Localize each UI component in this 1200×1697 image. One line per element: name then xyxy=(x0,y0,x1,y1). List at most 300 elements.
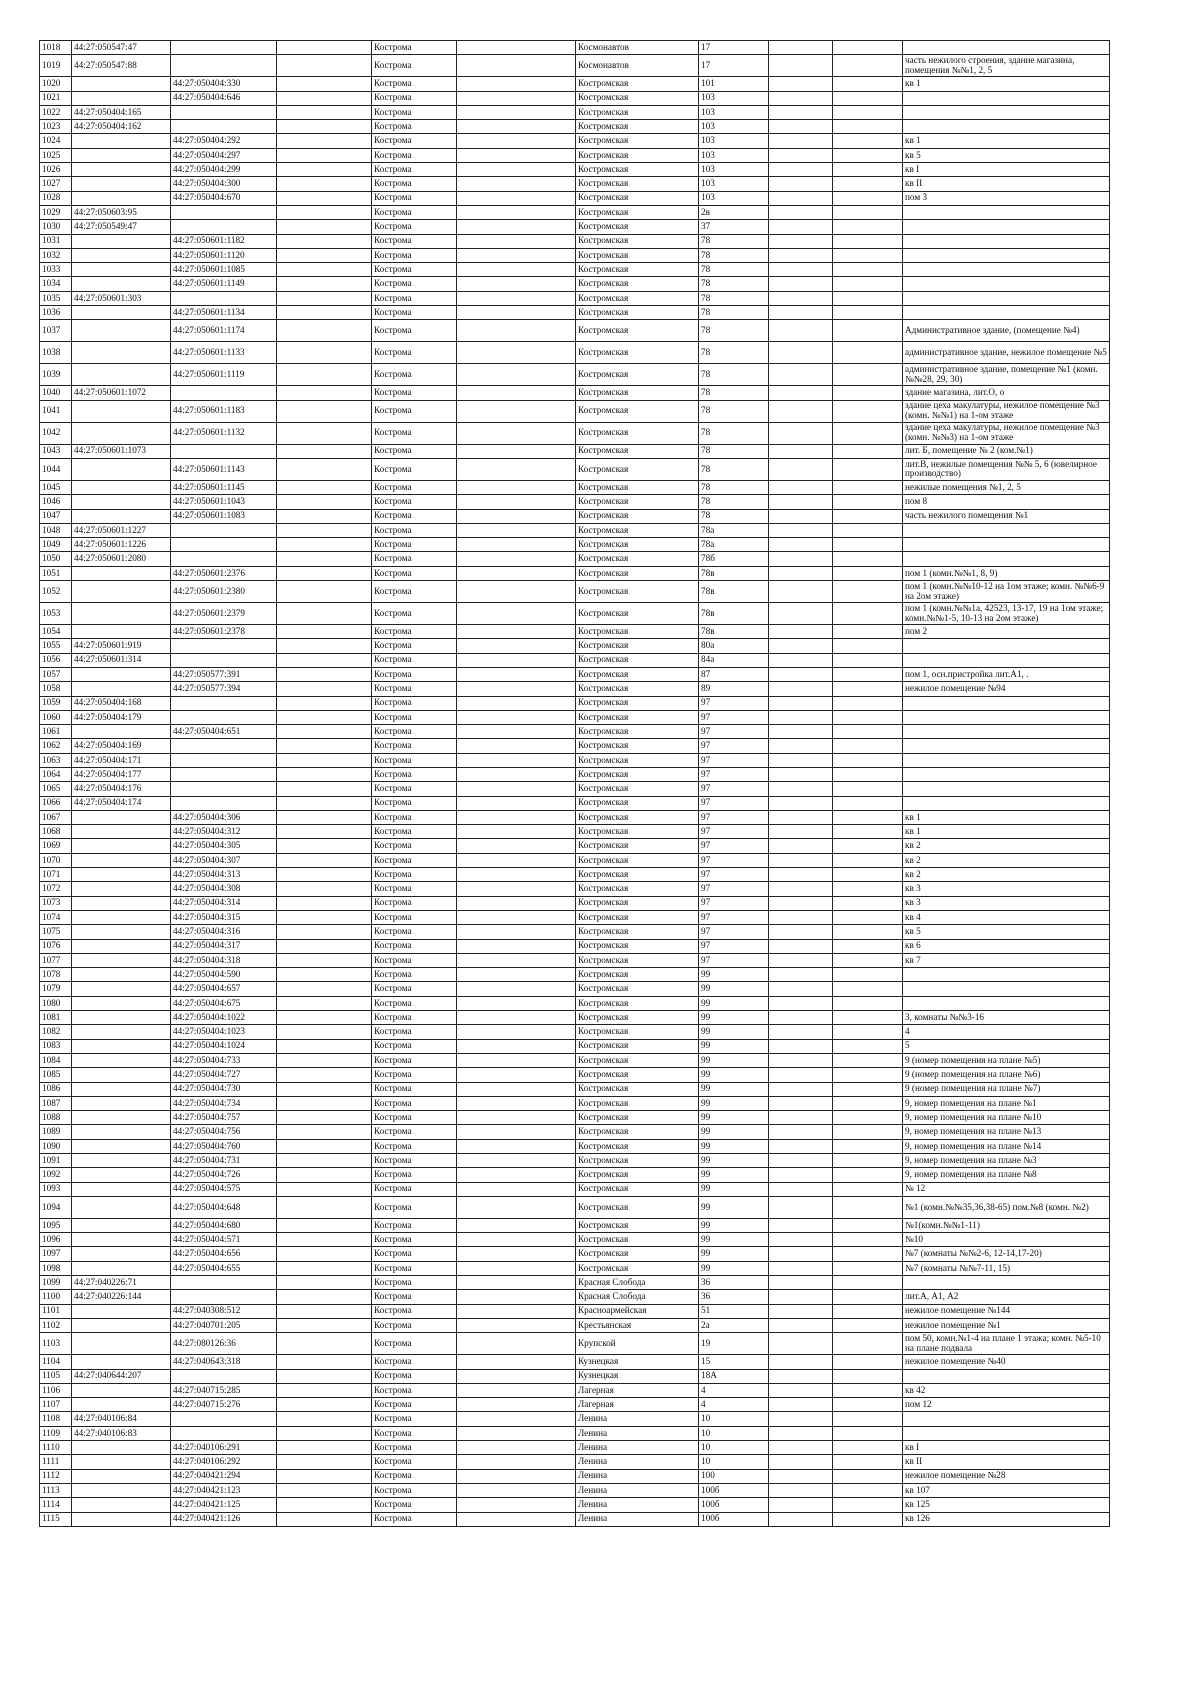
cell-blank-column xyxy=(833,1355,903,1369)
cell-street: Костромская xyxy=(576,400,699,422)
cell-house-number: 87 xyxy=(699,667,769,681)
cell-blank-column xyxy=(277,523,372,537)
cell-row-number: 1102 xyxy=(40,1318,72,1332)
cell-city: Кострома xyxy=(372,996,457,1010)
cell-row-number: 1045 xyxy=(40,480,72,494)
cell-cadastral-number-premises xyxy=(171,1426,277,1440)
cell-cadastral-number-building: 44:27:050404:171 xyxy=(72,753,171,767)
cell-cadastral-number-building xyxy=(72,277,171,291)
cell-blank-column xyxy=(833,234,903,248)
cell-street: Костромская xyxy=(576,1053,699,1067)
cell-row-number: 1039 xyxy=(40,364,72,386)
cell-blank-column xyxy=(769,1469,833,1483)
cell-street: Костромская xyxy=(576,91,699,105)
cell-house-number: 99 xyxy=(699,1196,769,1218)
cell-house-number: 99 xyxy=(699,1233,769,1247)
cell-blank-column xyxy=(457,825,576,839)
cell-cadastral-number-premises xyxy=(171,205,277,219)
cell-blank-column xyxy=(277,1111,372,1125)
cell-cadastral-number-premises xyxy=(171,767,277,781)
cell-row-number: 1109 xyxy=(40,1426,72,1440)
cell-cadastral-number-building xyxy=(72,968,171,982)
cell-street: Костромская xyxy=(576,205,699,219)
table-row xyxy=(40,1398,1110,1412)
cell-street: Костромская xyxy=(576,1125,699,1139)
cell-blank-column xyxy=(457,1333,576,1355)
cell-cadastral-number-building xyxy=(72,1233,171,1247)
cell-cadastral-number-building xyxy=(72,134,171,148)
cell-street: Костромская xyxy=(576,739,699,753)
cell-cadastral-number-building: 44:27:050404:162 xyxy=(72,120,171,134)
cell-house-number: 99 xyxy=(699,1125,769,1139)
table-row xyxy=(40,1426,1110,1440)
cell-cadastral-number-premises: 44:27:050404:1022 xyxy=(171,1011,277,1025)
cell-street: Костромская xyxy=(576,77,699,91)
cell-cadastral-number-building: 44:27:050601:314 xyxy=(72,653,171,667)
cell-city: Кострома xyxy=(372,177,457,191)
cell-street: Костромская xyxy=(576,603,699,625)
cell-blank-column xyxy=(833,953,903,967)
table-row xyxy=(40,552,1110,566)
cell-blank-column xyxy=(769,667,833,681)
cell-street: Костромская xyxy=(576,444,699,458)
cell-blank-column xyxy=(277,552,372,566)
cell-cadastral-number-building xyxy=(72,725,171,739)
cell-blank-column xyxy=(277,205,372,219)
cell-note: лит.В, нежилые помещения №№ 5, 6 (ювелирное производство) xyxy=(903,458,1110,480)
cell-blank-column xyxy=(277,566,372,580)
cell-blank-column xyxy=(769,982,833,996)
cell-cadastral-number-premises xyxy=(171,523,277,537)
cell-blank-column xyxy=(833,400,903,422)
cell-blank-column xyxy=(833,1182,903,1196)
cell-row-number: 1030 xyxy=(40,220,72,234)
cell-cadastral-number-premises xyxy=(171,220,277,234)
cell-row-number: 1077 xyxy=(40,953,72,967)
cell-blank-column xyxy=(833,220,903,234)
cell-blank-column xyxy=(833,306,903,320)
cell-blank-column xyxy=(457,939,576,953)
cell-blank-column xyxy=(457,364,576,386)
cell-cadastral-number-premises xyxy=(171,710,277,724)
cell-cadastral-number-building: 44:27:050404:169 xyxy=(72,739,171,753)
cell-blank-column xyxy=(769,853,833,867)
cell-blank-column xyxy=(277,1053,372,1067)
cell-note: № 12 xyxy=(903,1182,1110,1196)
cell-blank-column xyxy=(457,1233,576,1247)
cell-blank-column xyxy=(457,753,576,767)
cell-house-number: 100б xyxy=(699,1483,769,1497)
cell-blank-column xyxy=(769,868,833,882)
cell-blank-column xyxy=(833,868,903,882)
cell-house-number: 78 xyxy=(699,320,769,342)
cell-blank-column xyxy=(457,1441,576,1455)
cell-blank-column xyxy=(277,653,372,667)
cell-cadastral-number-premises: 44:27:050404:316 xyxy=(171,925,277,939)
cell-cadastral-number-premises: 44:27:050404:655 xyxy=(171,1261,277,1275)
cell-blank-column xyxy=(277,925,372,939)
table-row xyxy=(40,509,1110,523)
cell-cadastral-number-premises: 44:27:050404:726 xyxy=(171,1168,277,1182)
cell-blank-column xyxy=(457,342,576,364)
cell-blank-column xyxy=(277,1412,372,1426)
cell-street: Костромская xyxy=(576,105,699,119)
cell-street: Костромская xyxy=(576,1011,699,1025)
cell-row-number: 1078 xyxy=(40,968,72,982)
cell-blank-column xyxy=(833,1125,903,1139)
cell-row-number: 1037 xyxy=(40,320,72,342)
cell-blank-column xyxy=(769,1168,833,1182)
cell-blank-column xyxy=(277,495,372,509)
table-row xyxy=(40,1483,1110,1497)
cell-blank-column xyxy=(277,41,372,55)
cell-cadastral-number-premises: 44:27:050601:2378 xyxy=(171,625,277,639)
cell-cadastral-number-premises xyxy=(171,782,277,796)
cell-cadastral-number-premises: 44:27:050601:1043 xyxy=(171,495,277,509)
cell-city: Кострома xyxy=(372,725,457,739)
cell-street: Красноармейская xyxy=(576,1304,699,1318)
cell-cadastral-number-premises: 44:27:050601:1143 xyxy=(171,458,277,480)
cell-city: Кострома xyxy=(372,1290,457,1304)
table-row xyxy=(40,725,1110,739)
cell-blank-column xyxy=(457,1369,576,1383)
cell-city: Кострома xyxy=(372,55,457,77)
cell-city: Кострома xyxy=(372,205,457,219)
cell-row-number: 1090 xyxy=(40,1139,72,1153)
table-row xyxy=(40,1168,1110,1182)
cell-blank-column xyxy=(769,422,833,444)
cell-city: Кострома xyxy=(372,1233,457,1247)
cell-blank-column xyxy=(457,1096,576,1110)
cell-cadastral-number-building xyxy=(72,853,171,867)
cell-cadastral-number-premises xyxy=(171,105,277,119)
cell-blank-column xyxy=(277,1125,372,1139)
cell-cadastral-number-premises: 44:27:040715:285 xyxy=(171,1383,277,1397)
cell-house-number: 15 xyxy=(699,1355,769,1369)
cell-house-number: 80а xyxy=(699,639,769,653)
cell-cadastral-number-building xyxy=(72,1398,171,1412)
cell-blank-column xyxy=(457,796,576,810)
cell-note: лит.А, А1, А2 xyxy=(903,1290,1110,1304)
cell-city: Кострома xyxy=(372,220,457,234)
cell-cadastral-number-premises: 44:27:050404:305 xyxy=(171,839,277,853)
cell-street: Костромская xyxy=(576,1154,699,1168)
cell-street: Костромская xyxy=(576,925,699,939)
cell-note: 9, номер помещения на плане №14 xyxy=(903,1139,1110,1153)
cell-house-number: 99 xyxy=(699,968,769,982)
cell-blank-column xyxy=(769,234,833,248)
cell-blank-column xyxy=(457,1196,576,1218)
cell-street: Костромская xyxy=(576,581,699,603)
cell-blank-column xyxy=(769,263,833,277)
table-row xyxy=(40,982,1110,996)
cell-note: здание магазина, лит.О, о xyxy=(903,386,1110,400)
cell-row-number: 1022 xyxy=(40,105,72,119)
cell-blank-column xyxy=(277,277,372,291)
table-row xyxy=(40,1139,1110,1153)
cell-blank-column xyxy=(833,364,903,386)
cell-house-number: 2в xyxy=(699,205,769,219)
cell-city: Кострома xyxy=(372,320,457,342)
cell-blank-column xyxy=(769,682,833,696)
cell-blank-column xyxy=(769,495,833,509)
cell-cadastral-number-premises: 44:27:040715:276 xyxy=(171,1398,277,1412)
cell-cadastral-number-premises: 44:27:050404:313 xyxy=(171,868,277,882)
cell-blank-column xyxy=(833,91,903,105)
cell-blank-column xyxy=(457,234,576,248)
cell-blank-column xyxy=(277,1498,372,1512)
cell-cadastral-number-building xyxy=(72,882,171,896)
table-row xyxy=(40,191,1110,205)
cell-blank-column xyxy=(769,825,833,839)
cell-cadastral-number-premises: 44:27:050404:760 xyxy=(171,1139,277,1153)
cell-city: Кострома xyxy=(372,1039,457,1053)
cell-cadastral-number-building: 44:27:050547:88 xyxy=(72,55,171,77)
cell-blank-column xyxy=(769,277,833,291)
cell-house-number: 100б xyxy=(699,1498,769,1512)
cell-city: Кострома xyxy=(372,1196,457,1218)
cell-house-number: 99 xyxy=(699,996,769,1010)
cell-city: Кострома xyxy=(372,1025,457,1039)
table-row xyxy=(40,968,1110,982)
cell-cadastral-number-building xyxy=(72,1096,171,1110)
cell-blank-column xyxy=(833,1426,903,1440)
cell-blank-column xyxy=(769,810,833,824)
cell-blank-column xyxy=(833,1025,903,1039)
cell-row-number: 1115 xyxy=(40,1512,72,1526)
cell-blank-column xyxy=(833,1483,903,1497)
cell-note: пом 1, осн.пристройка лит.А1, . xyxy=(903,667,1110,681)
cell-blank-column xyxy=(457,925,576,939)
cell-blank-column xyxy=(277,77,372,91)
cell-cadastral-number-building xyxy=(72,1139,171,1153)
cell-row-number: 1107 xyxy=(40,1398,72,1412)
cell-blank-column xyxy=(277,853,372,867)
cell-row-number: 1089 xyxy=(40,1125,72,1139)
cell-house-number: 78 xyxy=(699,306,769,320)
cell-street: Костромская xyxy=(576,1196,699,1218)
table-row xyxy=(40,1096,1110,1110)
cell-house-number: 100б xyxy=(699,1512,769,1526)
cell-note: пом 1 (комн.№№1а, 42523, 13-17, 19 на 1ом этаже; комн.№№1-5, 10-13 на 2ом этаже) xyxy=(903,603,1110,625)
cell-cadastral-number-building xyxy=(72,1154,171,1168)
cell-row-number: 1072 xyxy=(40,882,72,896)
table-body xyxy=(40,41,1110,1527)
cell-blank-column xyxy=(769,1096,833,1110)
cell-cadastral-number-premises: 44:27:050601:1134 xyxy=(171,306,277,320)
cell-note: кв I xyxy=(903,1441,1110,1455)
cell-cadastral-number-building xyxy=(72,682,171,696)
cell-street: Костромская xyxy=(576,1111,699,1125)
cell-city: Кострома xyxy=(372,682,457,696)
table-row xyxy=(40,1154,1110,1168)
cell-note: №7 (комнаты №№7-11, 15) xyxy=(903,1261,1110,1275)
cell-cadastral-number-premises: 44:27:040421:125 xyxy=(171,1498,277,1512)
cell-cadastral-number-building xyxy=(72,839,171,853)
cell-blank-column xyxy=(457,1426,576,1440)
cell-house-number: 78в xyxy=(699,625,769,639)
cell-city: Кострома xyxy=(372,1082,457,1096)
cell-cadastral-number-building xyxy=(72,996,171,1010)
cell-cadastral-number-premises: 44:27:050404:680 xyxy=(171,1218,277,1232)
cell-row-number: 1097 xyxy=(40,1247,72,1261)
cell-note xyxy=(903,1426,1110,1440)
cell-city: Кострома xyxy=(372,1053,457,1067)
cell-row-number: 1041 xyxy=(40,400,72,422)
cell-row-number: 1111 xyxy=(40,1455,72,1469)
cell-note xyxy=(903,291,1110,305)
table-row xyxy=(40,1498,1110,1512)
cell-blank-column xyxy=(833,552,903,566)
cell-blank-column xyxy=(277,725,372,739)
cell-blank-column xyxy=(833,1383,903,1397)
cell-blank-column xyxy=(833,1276,903,1290)
cell-blank-column xyxy=(277,1318,372,1332)
cell-note: кв 6 xyxy=(903,939,1110,953)
cell-blank-column xyxy=(457,896,576,910)
cell-note: кв 1 xyxy=(903,810,1110,824)
cell-blank-column xyxy=(769,639,833,653)
cell-blank-column xyxy=(833,996,903,1010)
cell-street: Костромская xyxy=(576,480,699,494)
cell-cadastral-number-building xyxy=(72,667,171,681)
cell-row-number: 1021 xyxy=(40,91,72,105)
cell-house-number: 97 xyxy=(699,782,769,796)
cell-city: Кострома xyxy=(372,710,457,724)
cell-blank-column xyxy=(769,364,833,386)
cell-blank-column xyxy=(769,1290,833,1304)
cell-house-number: 99 xyxy=(699,1168,769,1182)
cell-blank-column xyxy=(769,1333,833,1355)
cell-cadastral-number-building xyxy=(72,234,171,248)
cell-blank-column xyxy=(833,41,903,55)
table-row xyxy=(40,91,1110,105)
cell-row-number: 1066 xyxy=(40,796,72,810)
cell-blank-column xyxy=(833,422,903,444)
cell-blank-column xyxy=(457,1154,576,1168)
cell-house-number: 97 xyxy=(699,953,769,967)
cell-blank-column xyxy=(769,41,833,55)
cell-row-number: 1049 xyxy=(40,538,72,552)
cell-house-number: 78 xyxy=(699,291,769,305)
cell-street: Костромская xyxy=(576,825,699,839)
cell-blank-column xyxy=(769,163,833,177)
cell-house-number: 99 xyxy=(699,1039,769,1053)
cell-city: Кострома xyxy=(372,1369,457,1383)
cell-city: Кострома xyxy=(372,896,457,910)
cell-cadastral-number-building xyxy=(72,1182,171,1196)
cell-note xyxy=(903,523,1110,537)
cell-note: 9, номер помещения на плане №10 xyxy=(903,1111,1110,1125)
cell-house-number: 97 xyxy=(699,710,769,724)
cell-house-number: 99 xyxy=(699,1139,769,1153)
cell-blank-column xyxy=(833,1139,903,1153)
cell-street: Костромская xyxy=(576,953,699,967)
cell-street: Костромская xyxy=(576,277,699,291)
cell-house-number: 99 xyxy=(699,1082,769,1096)
cell-note xyxy=(903,205,1110,219)
cell-blank-column xyxy=(833,1082,903,1096)
cell-blank-column xyxy=(277,386,372,400)
table-row xyxy=(40,767,1110,781)
cell-blank-column xyxy=(769,444,833,458)
cell-house-number: 17 xyxy=(699,55,769,77)
cell-street: Костромская xyxy=(576,910,699,924)
cell-blank-column xyxy=(277,400,372,422)
cell-note: 9 (номер помещения на плане №5) xyxy=(903,1053,1110,1067)
cell-cadastral-number-premises: 44:27:050404:670 xyxy=(171,191,277,205)
cell-blank-column xyxy=(833,538,903,552)
cell-house-number: 97 xyxy=(699,882,769,896)
cell-street: Ленина xyxy=(576,1469,699,1483)
cell-blank-column xyxy=(457,982,576,996)
cell-cadastral-number-premises: 44:27:050404:734 xyxy=(171,1096,277,1110)
cell-blank-column xyxy=(457,1512,576,1526)
cell-house-number: 78 xyxy=(699,444,769,458)
cell-blank-column xyxy=(769,148,833,162)
cell-blank-column xyxy=(277,248,372,262)
cell-street: Костромская xyxy=(576,566,699,580)
cell-city: Кострома xyxy=(372,1154,457,1168)
cell-city: Кострома xyxy=(372,939,457,953)
cell-house-number: 10 xyxy=(699,1455,769,1469)
cell-street: Красная Слобода xyxy=(576,1276,699,1290)
cell-blank-column xyxy=(277,1398,372,1412)
cell-blank-column xyxy=(457,509,576,523)
cell-blank-column xyxy=(833,566,903,580)
cell-blank-column xyxy=(457,910,576,924)
cell-row-number: 1065 xyxy=(40,782,72,796)
cell-blank-column xyxy=(769,1318,833,1332)
cell-cadastral-number-building xyxy=(72,910,171,924)
cell-blank-column xyxy=(769,1233,833,1247)
cell-blank-column xyxy=(277,910,372,924)
cell-blank-column xyxy=(769,1196,833,1218)
cell-cadastral-number-premises: 44:27:040643:318 xyxy=(171,1355,277,1369)
cell-street: Костромская xyxy=(576,1068,699,1082)
cell-city: Кострома xyxy=(372,1276,457,1290)
cell-cadastral-number-building xyxy=(72,1168,171,1182)
cell-city: Кострома xyxy=(372,523,457,537)
cell-blank-column xyxy=(769,996,833,1010)
cell-row-number: 1087 xyxy=(40,1096,72,1110)
cell-street: Костромская xyxy=(576,753,699,767)
cell-cadastral-number-premises: 44:27:050601:1183 xyxy=(171,400,277,422)
cell-cadastral-number-premises: 44:27:050404:308 xyxy=(171,882,277,896)
cell-blank-column xyxy=(457,1139,576,1153)
cell-note: кв II xyxy=(903,1455,1110,1469)
cell-cadastral-number-building xyxy=(72,1111,171,1125)
cell-house-number: 101 xyxy=(699,77,769,91)
cell-cadastral-number-building xyxy=(72,1068,171,1082)
cell-street: Костромская xyxy=(576,710,699,724)
cell-street: Костромская xyxy=(576,234,699,248)
cell-house-number: 97 xyxy=(699,810,769,824)
cell-blank-column xyxy=(277,882,372,896)
cell-blank-column xyxy=(457,1276,576,1290)
table-row xyxy=(40,1469,1110,1483)
cell-blank-column xyxy=(277,1469,372,1483)
cell-street: Ленина xyxy=(576,1483,699,1497)
table-row xyxy=(40,342,1110,364)
cell-blank-column xyxy=(277,320,372,342)
cell-blank-column xyxy=(833,696,903,710)
cell-cadastral-number-premises: 44:27:050601:1119 xyxy=(171,364,277,386)
cell-cadastral-number-building xyxy=(72,509,171,523)
cell-blank-column xyxy=(277,1025,372,1039)
cell-city: Кострома xyxy=(372,566,457,580)
cell-cadastral-number-building xyxy=(72,1441,171,1455)
